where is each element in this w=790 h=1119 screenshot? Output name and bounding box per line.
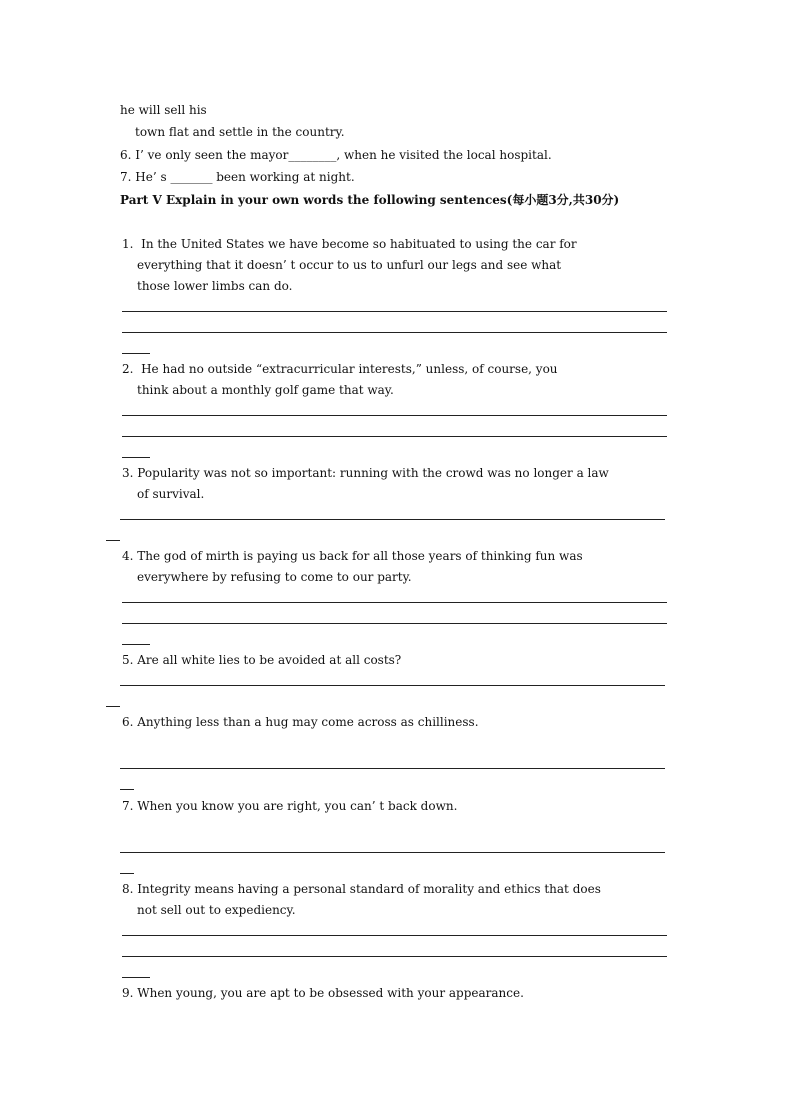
answer-line[interactable] — [120, 768, 665, 769]
question-6-line-1: 6. Anything less than a hug may come across as chilliness. — [122, 715, 479, 729]
answer-line[interactable] — [122, 623, 667, 624]
answer-blank[interactable]: _______ — [170, 170, 213, 184]
question-7-line-1: 7. When you know you are right, you can’ t back down. — [122, 799, 458, 813]
question-7-fill — [120, 170, 355, 184]
question-text: 6. I’ ve only seen the mayor — [120, 148, 289, 162]
answer-line[interactable] — [122, 353, 150, 354]
question-3-line-1: 3. Popularity was not so important: running with the crowd was no longer a law — [122, 466, 609, 480]
answer-line[interactable] — [122, 311, 667, 312]
question-text: been working at night. — [212, 170, 355, 184]
question-1-line-2: everything that it doesn’ t occur to us to unfurl our legs and see what — [137, 258, 562, 272]
answer-line[interactable] — [122, 644, 150, 645]
answer-line[interactable] — [120, 852, 665, 853]
question-1-line-3: those lower limbs can do. — [137, 279, 293, 293]
answer-line[interactable] — [106, 540, 120, 541]
question-4-line-2: everywhere by refusing to come to our party. — [137, 570, 412, 584]
question-text: , when he visited the local hospital. — [336, 148, 552, 162]
section-title: Part Ⅴ Explain in your own words the following sentences(每小题3分,共30分) — [120, 193, 620, 207]
answer-line[interactable] — [122, 977, 150, 978]
answer-line[interactable] — [120, 789, 134, 790]
answer-line[interactable] — [122, 956, 667, 957]
answer-line[interactable] — [106, 706, 120, 707]
question-1-line-1: 1. In the United States we have become so habituated to using the car for — [122, 237, 577, 251]
answer-line[interactable] — [120, 519, 665, 520]
question-9-line-1: 9. When young, you are apt to be obsessed with your appearance. — [122, 986, 524, 1000]
answer-line[interactable] — [122, 332, 667, 333]
question-6-fill — [120, 148, 552, 162]
answer-line[interactable] — [122, 436, 667, 437]
question-5-line-1: 5. Are all white lies to be avoided at all costs? — [122, 653, 402, 667]
question-3-line-2: of survival. — [137, 487, 205, 501]
question-8-line-1: 8. Integrity means having a personal standard of morality and ethics that does — [122, 882, 601, 896]
answer-line[interactable] — [122, 415, 667, 416]
answer-line[interactable] — [122, 602, 667, 603]
question-2-line-1: 2. He had no outside “extracurricular interests,” unless, of course, you — [122, 362, 558, 376]
question-4-line-1: 4. The god of mirth is paying us back for all those years of thinking fun was — [122, 549, 583, 563]
answer-line[interactable] — [120, 685, 665, 686]
text-line: he will sell his — [120, 103, 207, 117]
question-8-line-2: not sell out to expediency. — [137, 903, 296, 917]
answer-line[interactable] — [122, 935, 667, 936]
answer-blank[interactable]: ________ — [288, 148, 337, 162]
text-line: town flat and settle in the country. — [135, 125, 345, 139]
question-text: 7. He’ s — [120, 170, 171, 184]
question-2-line-2: think about a monthly golf game that way. — [137, 383, 394, 397]
answer-line[interactable] — [122, 457, 150, 458]
answer-line[interactable] — [120, 873, 134, 874]
